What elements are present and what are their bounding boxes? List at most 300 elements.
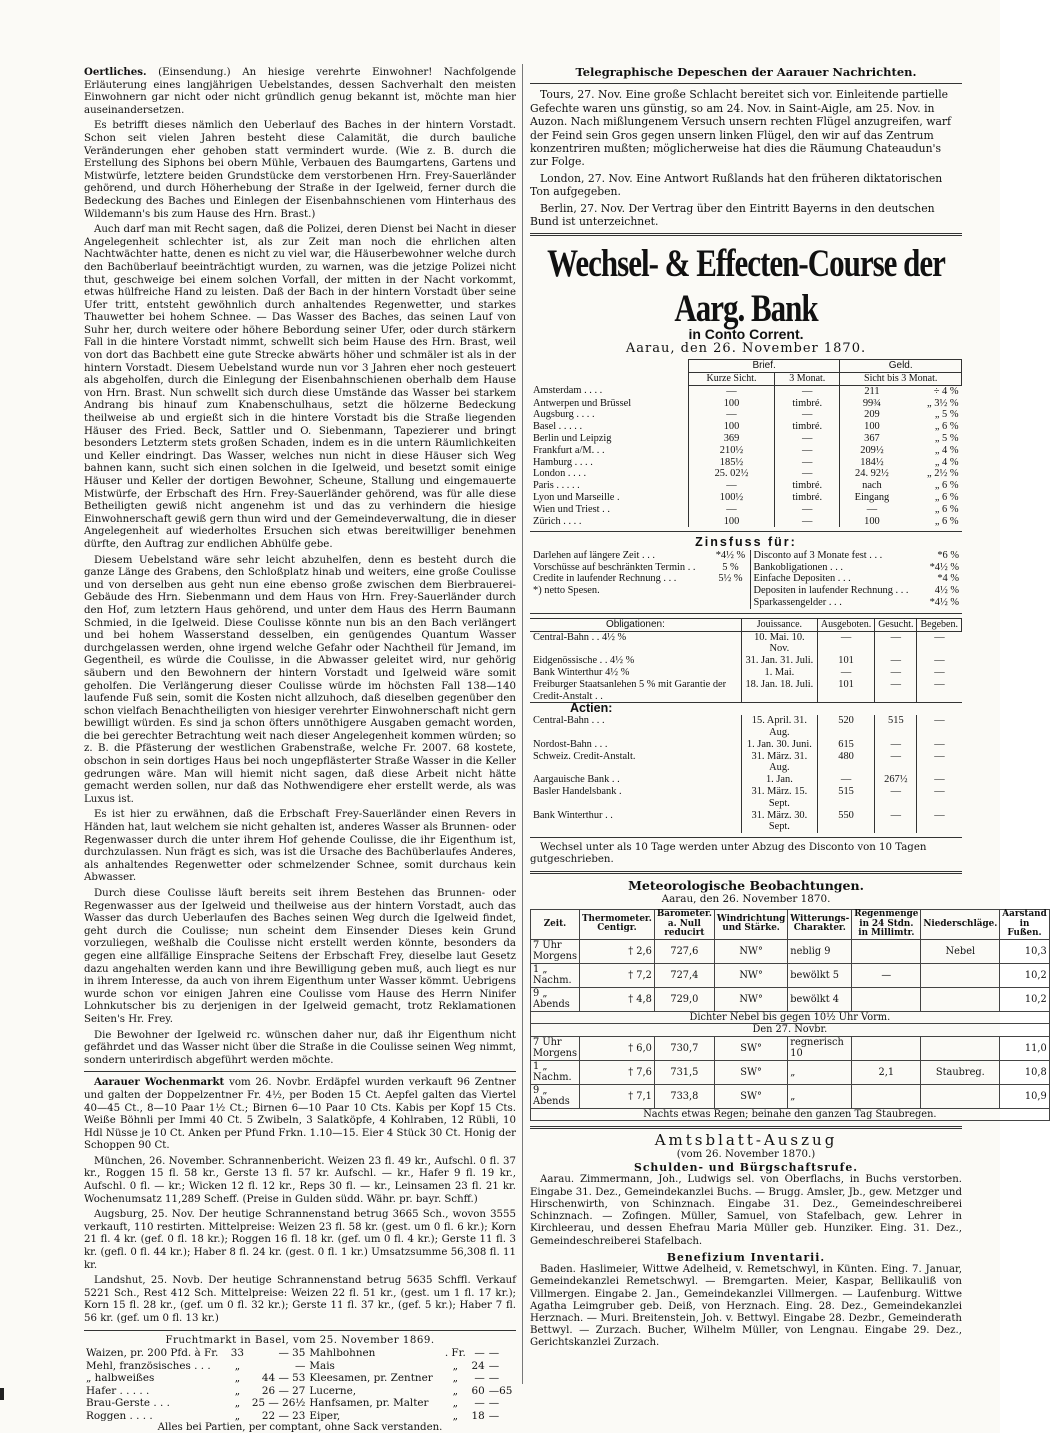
obligation-row-cell: — [917,667,962,679]
fx-row-cell: „ 4 % [934,456,959,468]
aktie-row [530,810,962,834]
aktie-row-cell: 1. Jan. 30. Juni. [741,739,817,751]
zins-row-cell: 4½ % [934,585,959,597]
fx-row-cell: Basel . . . . . [533,421,583,433]
fruchtmarkt-row-cell: Roggen . . . . [86,1409,153,1422]
fx-row [530,433,962,445]
aktie-row-cell: Central-Bahn . . . [533,715,605,727]
section-rule [530,1126,962,1129]
oertliches-para-4: Es ist hier zu erwähnen, daß die Erbschaft Frey-Sauerländer einen Revers in Händen hat, laut welchem sie nicht gehalten ist, anderes Wasser als Brunnen- oder Regenwasser durch die unter ihrem Hof gehende Coulisse, die ihr Eigenthum ist, durchzulassen. Nun frägt es sich, was ist die Ursache des Bachüberlaufes Anderes, als anhaltendes Regenwetter oder schmelzender Schnee, somit durchaus kein Abwasser. [84,809,516,884]
aktie-row-cell: — [917,774,962,786]
fx-row-cell: 184½ [840,457,904,469]
met-col-header: Niederschläge. [921,909,1000,939]
aktie-row-cell: — [875,751,917,775]
fruchtmarkt-row-cell: 26 — 27 [261,1384,306,1397]
fruchtmarkt-row-cell: 44 — 53 [261,1372,306,1385]
met-row-cell [921,1036,1000,1060]
aktie-row [530,774,962,786]
fx-row [530,398,962,410]
met-row-cell: 727,4 [654,963,714,987]
fruchtmarkt-row-cell: „ [234,1409,241,1422]
section-rule [530,613,962,614]
met-row-cell: 10,8 [1000,1060,1049,1084]
fx-row-cell: nach [840,480,904,492]
fx-row [530,480,962,492]
obligation-row-cell: — [875,631,917,655]
fruchtmarkt-row-cell: — [474,1397,485,1410]
aktie-row-cell: 15. April. 31. Aug. [741,715,817,739]
met-note-b: Nachts etwas Regen; beinahe den ganzen Tag Staubregen. [531,1108,1050,1121]
met-row-cell: Nebel [921,939,1000,963]
obligation-row-cell: Freiburger Staatsanlehen 5 % mit Garantie der Credit-Anstalt . . [533,678,727,702]
met-row-cell [852,1084,921,1108]
met-col-header: Regenmenge in 24 Stdn. in Millimtr. [852,909,921,939]
fx-row [530,445,962,457]
page-edge-mark [0,1388,4,1400]
met-row-cell [921,1084,1000,1108]
obligation-row [530,667,962,679]
zins-row-cell: Sparkassengelder . . . [750,597,924,609]
met-row-cell: † 7,2 [580,963,655,987]
met-row-cell: bewölkt 4 [788,987,852,1011]
fruchtmarkt-row-cell: — [488,1372,500,1385]
fx-row-cell: timbré. [775,421,840,433]
zins-row-cell: Depositen in laufender Rechnung . . . [750,585,924,597]
met-row-cell: 1 „ Nachm. [531,1060,580,1084]
fx-row [530,409,962,421]
zins-row [530,585,962,597]
telegraph-item: Berlin, 27. Nov. Der Vertrag über den Eintritt Bayerns in den deutschen Bund ist unterzeichnet. [530,201,935,229]
met-date: Aarau, den 26. November 1870. [661,892,831,905]
met-col-header: Thermometer. Centigr. [580,909,655,939]
zins-row-cell: *4 % [937,573,959,585]
met-row-cell: 2,1 [852,1060,921,1084]
met-col-header: Zeit. [531,909,580,939]
zins-row-cell: *4½ % [715,549,746,561]
market-report: Augsburg, 25. Nov. Der heutige Schrannenstand betrug 3665 Sch., wovon 3555 verkauft, 110 restirten. Mittelpreise: Weizen 23 fl. 58 kr. (gest. um 0 fl. 6 kr.); Korn 21 fl. 4 kr. (gef. 0 fl. 18 kr.); Roggen 16 fl. 18 kr. (gef. um 0 fl. 4 kr.); Gerste 11 fl. 3 kr. (gefl. 0 fl. 44 kr.); Haber 8 fl. 24 kr. (gest. 0 fl. 1 kr.) Umsatzsumme 56,308 fl. 11 kr. [84,1209,516,1271]
oertliches-para-6: Die Bewohner der Igelweid rc. wünschen daher nur, daß ihr Eigenthum nicht gefährdet und das Wasser nicht über die Straße in die Coulisse seinen Weg nimmt, sondern unterirdisch abgeführt werden möchte. [84,1029,516,1066]
fx-row-cell: London . . . . [533,468,587,480]
met-row [531,1036,1050,1060]
fx-row [530,492,962,504]
met-row-cell: 731,5 [654,1060,714,1084]
aktie-row-cell: 520 [817,715,874,739]
fruchtmarkt-row-cell: „ [452,1359,458,1372]
obligation-row [530,679,962,703]
fruchtmarkt-row-cell: Mais [309,1359,335,1372]
bank-footer: Wechsel unter als 10 Tage werden unter Abzug des Disconto von 10 Tagen gutgeschrieben. [530,842,927,866]
fx-row-cell: „ 2½ % [927,468,959,480]
aktie-row-cell: 267½ [875,774,917,786]
fx-row-cell: — [775,409,840,421]
fruchtmarkt-row-cell: „ [452,1409,458,1422]
obligation-row-cell: — [817,631,874,655]
zins-row [530,562,962,574]
met-row-cell: SW° [714,1036,787,1060]
fx-row-cell: „ 3½ % [927,397,959,409]
section-rule [530,233,962,236]
zins-row [530,550,962,562]
fx-head-3monat: 3 Monat. [775,373,840,386]
zins-row-cell [530,597,711,609]
aktie-row [530,786,962,810]
zins-row-cell: Darlehen auf längere Zeit . . . [533,549,656,561]
obl-head-title: Obligationen: [530,618,741,631]
fruchtmarkt-row-cell: „ [234,1384,241,1397]
section-rule [84,1330,516,1331]
fx-row-cell: — [688,385,774,397]
fruchtmarkt-row [84,1360,516,1373]
fx-row-cell: — [775,433,840,445]
fx-row-cell: — [688,480,774,492]
fx-head-brief: Brief. [688,360,840,373]
met-row-cell [921,963,1000,987]
fruchtmarkt-row-cell: Eiper, [309,1409,341,1422]
fx-row-cell: „ 6 % [934,480,959,492]
fx-row-cell: 100 [840,421,904,433]
zins-row-cell: Disconto auf 3 Monate fest . . . [750,550,924,562]
fruchtmarkt-row-cell: „ [234,1372,241,1385]
obligation-row-cell: 101 [817,679,874,703]
met-row-cell: regnerisch 10 [788,1036,852,1060]
fx-row-cell: 100 [840,516,904,528]
market-report: München, 26. November. Schrannenbericht. Weizen 23 fl. 49 kr., Aufschl. 0 fl. 37 kr., Roggen 15 fl. 58 kr., Gerste 13 fl. 57 kr. Aufschl. — kr., Hafer 9 fl. 19 kr., Aufschl. 0 fl. — kr.; Wicken 12 fl. 12 kr., Reps 30 fl. — kr., Leinsamen 23 fl. 21 kr. Wochenumsatz 11,289 Scheff. (Preise in Gulden südd. Währ. pr. bayr. Schff.) [84,1155,516,1205]
fruchtmarkt-row-cell: — [474,1347,485,1360]
obligation-row-cell: — [875,679,917,703]
fruchtmarkt-row-cell: Hanfsamen, pr. Malter [309,1397,429,1410]
fx-row-cell: Wien und Triest . . [533,503,610,515]
oertliches-para-0: (Einsendung.) An hiesige verehrte Einwohner! Nachfolgende Erläuterung eines langjährigen Uebelstandes, dessen Sachverhalt den meisten Einwohnern gar nicht oder nicht gründlich genug bekannt ist, möchte man hier auseinandersetzen. [84,67,516,116]
met-col-header: Aarstand in Fußen. [1000,909,1049,939]
column-divider [522,64,523,1384]
met-row [531,1060,1050,1084]
fx-row-cell: timbré. [775,492,840,504]
obligation-row-cell: 101 [817,655,874,667]
fx-row-cell: „ 5 % [934,409,959,421]
bank-date: Aarau, den 26. November 1870. [625,340,867,356]
fx-row-cell: 25. 02½ [688,468,774,480]
aktie-row-cell: 31. März. 30. Sept. [741,810,817,834]
fx-row-cell: — [775,445,840,457]
zins-row-cell: Einfache Depositen . . . [750,573,924,585]
met-row-cell: bewölkt 5 [788,963,852,987]
zins-heading: Zinsfuss für: [695,535,797,550]
fruchtmarkt-row-cell: Hafer . . . . . [86,1384,150,1397]
fx-row-cell: — [775,516,840,528]
met-row [531,987,1050,1011]
fruchtmarkt-row-cell: Waizen, pr. 200 Pfd. à Fr. [86,1347,219,1360]
zins-row-cell: *4½ % [929,561,959,573]
fruchtmarkt-row-cell: „ [452,1397,458,1410]
met-row-cell: NW° [714,939,787,963]
zins-row-cell: *) netto Spesen. [533,585,600,597]
fx-row-cell: — [775,468,840,480]
wochenmarkt-text: vom 26. Novbr. Erdäpfel wurden verkauft 96 Zentner und galten der Doppelzentner Fr. 4½, per Boden 15 Ct. Aepfel galten das Viertel 40—45 Ct., 8—10 Paar 1½ Ct.; Birnen 6—10 Paar 10 Cts. Kabis per Kopf 15 Cts. Weiße Böhnli per Immi 40 Ct. 5 Zwibeln, 3 Salatköpfe, 4 Kohlraben, 12 Rübli, 10 Hdl Nüsse je 10 Ct. Anken per Pfund Frkn. 1.10—15. Eier 4 Stück 30 Ct. Honig der Schoppen 90 Ct. [84,1077,516,1152]
section-rule [530,871,962,874]
fx-row-cell: Antwerpen und Brüssel [533,397,632,409]
telegraph-item: London, 27. Nov. Eine Antwort Rußlands hat den früheren diktatorischen Ton aufgegeben. [530,171,943,199]
fx-row-cell: 367 [840,433,904,445]
aktie-row-cell: Basler Handelsbank . [533,785,622,797]
fx-row-cell: Zürich . . . . [533,515,582,527]
zins-row-cell: Credite in laufender Rechnung . . . [533,573,677,585]
met-row-cell: 9 „ Abends [531,987,580,1011]
fruchtmarkt-row-cell: — [474,1372,485,1385]
aktie-row-cell: 550 [817,810,874,834]
fx-row-cell: 210½ [688,445,774,457]
aktie-row-cell: 515 [875,715,917,739]
fruchtmarkt-row-cell: Brau-Gerste . . . [86,1397,170,1410]
fx-row-cell: 369 [688,433,774,445]
fx-head-sicht: Sicht bis 3 Monat. [840,373,962,386]
obligation-row-cell: — [917,631,962,655]
market-report: Landshut, 25. Novb. Der heutige Schrannenstand betrug 5635 Schffl. Verkauf 5221 Sch., Rest 412 Sch. Mittelpreise: Weizen 22 fl. 51 kr., (gest. um 1 fl. 17 kr.); Korn 15 fl. 28 kr., (gef. um 0 fl. 32 kr.); Gerste 11 fl. 37 kr., (gef. 5 kr.); Haber 7 fl. 56 kr. (gef. um 0 fl. 13 kr.) [84,1275,516,1324]
fx-row-cell: 211 [840,385,904,397]
aktie-row-cell: 515 [817,786,874,810]
fruchtmarkt-row-cell: 33 [230,1347,245,1360]
fx-row [530,504,962,516]
fruchtmarkt-row-cell: „ [234,1397,241,1410]
obligation-row-cell: Eidgenössische . . 4½ % [533,655,635,667]
fx-row-cell: — [775,457,840,469]
fx-row-cell: — [775,385,840,397]
met-row-cell: † 6,0 [580,1036,655,1060]
met-row-cell: † 4,8 [580,987,655,1011]
zins-table [530,550,962,609]
wochenmarkt [84,1076,516,1153]
met-row-cell: 10,3 [1000,939,1049,963]
fx-row-cell: Berlin und Leipzig [533,433,612,445]
fruchtmarkt-row [84,1397,516,1410]
bank-title: Wechsel- & Effecten-Course der Aarg. Bank [547,241,945,331]
zins-row-cell: Bankobligationen . . . [750,562,924,574]
fx-row-cell: Hamburg . . . . [533,456,593,468]
right-column [530,65,1047,1353]
fx-row [530,457,962,469]
obligation-row-cell: 31. Jan. 31. Juli. [741,655,817,667]
fx-row-cell: — [688,504,774,516]
aktie-row-cell: — [875,739,917,751]
obligation-row-cell: 1. Mai. [741,667,817,679]
section-rule [530,531,962,532]
fx-head-kurze: Kurze Sicht. [688,373,774,386]
obl-head-ausgeboten: Ausgeboten. [817,618,874,631]
aktie-row-cell: — [917,786,962,810]
fx-row-cell: 24. 92½ [840,468,904,480]
met-row-cell: 733,8 [654,1084,714,1108]
obligation-row-cell: — [875,667,917,679]
fx-row-cell: 100 [688,398,774,410]
met-table [530,909,1050,1121]
aktien-heading: Actien: [530,703,962,715]
oertliches-para-3: Diesem Uebelstand wäre sehr leicht abzuhelfen, denn es besteht durch die ganze Länge des Grabens, den Schloßplatz hinab und weiters, eine große Coulisse und von derselben aus geht nun eine ebenso große zwischen dem Bierbrauerei-Gebäude des Hrn. Siebenmann und dem Haus von Hrn. Frey-Sauerländer durch den Hof, zum letztern Haus gehörend, und unter dem Haus des Herrn Baumann Schmied, in die Igelweid. Diese Coulisse könnte nun bis an den Bach verlängert und bei hohem Wasserstand desselben, ein genügendes Quantum Wasser durchgelassen werden, ohne irgend welche Gefahr oder Nachtheil für Jemand, im Gegentheil, es würde die Coulisse, in die Abwasser geleitet wird, nur gehörig säubern und den Bewohnern der hintern Vorstadt und Igelweid wäre somit geholfen. Die Verlängerung dieser Coulisse würde im höchsten Fall 138—140 laufende Fuß sein, somit die Kosten nicht allzuhoch, daß dieselben gegenüber den schon vielfach Benachtheiligten von hiesiger verehrter Einwohnerschaft nicht gern bewilligt würden. Es sind ja schon öfters unnöthigere Ausgaben gemacht worden, die bei gerechter Betrachtung weit nach dieser Angelegenheit kommen würden; so z. B. die Pfästerung der westlichen Grabenstraße, welche Fr. 2007. 68 kostete, obschon in sein dortiges Haus bei noch ungepflästerter Straße Wasser in die Keller gedrungen wäre. Man will hiemit nicht sagen, daß diese Arbeit nicht hätte gemacht werden sollen, nur daß das Nothwendigere eher erstellt werde, als was Luxus ist. [84,554,516,805]
fruchtmarkt-row [84,1372,516,1385]
obl-head-begeben: Begeben. [917,618,962,631]
obl-head-gesucht: Gesucht. [875,618,917,631]
fx-row-cell: Augsburg . . . . [533,409,595,421]
oertliches-para-5: Durch diese Coulisse läuft bereits seit ihrem Bestehen das Brunnen- oder Regenwasser aus der Igelweid und theilweise aus der hintern Vorstadt, auch das Wasser das durch Ueberlaufen des Baches seinen Weg durch die Igelweid findet, geht durch die Coulisse; nun scheint dem Einsender Dieses kein Grund vorzuliegen, weßhalb die Coulisse nicht erstellt werden könnte, besonders da gegen eine allfällige Einsprache Seitens der Erbschaft Frey, dieselbe laut Gesetz dazu angehalten werden kann und ihre Bewilligung geben muß, auch liegt es nur in ihrem Interesse, da auch von ihrem Eigenthum unter Wasser kömmt. Uebrigens wurde schon vor einigen Jahren eine Coulisse vom Hause des Herrn Ninifer Lohnkutscher bis zu derjenigen in der Igelweid gemacht, trotz Reklamationen Seiten's Hr. Frey. [84,888,516,1025]
aktie-row-cell: — [917,715,962,739]
fx-row [530,385,962,397]
section-rule [84,1071,516,1072]
zins-row [530,573,962,585]
fruchtmarkt-row [84,1410,516,1423]
benefizium-heading: Benefizium Inventarii. [666,1250,826,1264]
met-col-header: Witterungs-Charakter. [788,909,852,939]
obl-head-jouissance: Jouissance. [741,618,817,631]
schulden-heading: Schulden- und Bürgschaftsrufe. [634,1161,858,1175]
fruchtmarkt-row-cell: „ [452,1372,458,1385]
met-row-cell: „ [788,1060,852,1084]
telegraph-item: Tours, 27. Nov. Eine große Schlacht bereitet sich vor. Einleitende partielle Gefechte waren uns günstig, so am 24. Nov. in Saint-Aigle, am 25. Nov. in Auzon. Nach mißlungenem Versuch unsern rechten Flügel anzugreifen, warf der Feind sein Gros gegen unsern linken Flügel, den wir auf das Zentrum konzentriren mußten; möglicherweise hat dies die Räumung Chateaudun's zur Folge. [530,88,952,169]
obligation-row-cell: — [917,655,962,667]
obligation-row-cell: Central-Bahn . . 4½ % [533,631,627,643]
fruchtmarkt-row-cell: — [294,1359,306,1372]
aktie-row-cell: — [917,751,962,775]
fruchtmarkt-row-cell: Lucerne, [309,1384,357,1397]
fx-row-cell: 185½ [688,457,774,469]
met-heading: Meteorologische Beobachtungen. [628,878,864,894]
fx-row-cell: 100 [688,516,774,528]
met-row-cell: † 2,6 [580,939,655,963]
fruchtmarkt-table [84,1347,516,1422]
aktie-row-cell: 1. Jan. [741,774,817,786]
fruchtmarkt-row-cell: 24 [471,1359,485,1372]
met-row [531,963,1050,987]
fx-head-geld: Geld. [840,360,962,373]
met-col-header: Windrichtung und Stärke. [714,909,787,939]
fx-row-cell: „ 6 % [934,503,959,515]
fx-head-blank [530,373,688,386]
fruchtmarkt-row-cell: „ [452,1384,458,1397]
met-row [531,1084,1050,1108]
met-row-cell: 729,0 [654,987,714,1011]
fx-row-cell: 100½ [688,492,774,504]
fx-row-cell: — [688,409,774,421]
fruchtmarkt-row-cell: — [488,1397,500,1410]
fx-row-cell: 100 [688,421,774,433]
fruchtmarkt-footer: Alles bei Partien, per comptant, ohne Sack verstanden. [157,1422,443,1434]
telegraph-heading: Telegraphische Depeschen der Aarauer Nachrichten. [575,65,917,79]
met-col-header: Barometer. a. Null reducirt [654,909,714,939]
fx-row-cell: Lyon und Marseille . [533,492,620,504]
fx-row-cell: „ 6 % [934,515,959,527]
met-row-cell: † 7,1 [580,1084,655,1108]
fruchtmarkt-row-cell: — [488,1347,500,1360]
met-row-cell: 11,0 [1000,1036,1049,1060]
met-row-cell [852,1036,921,1060]
fx-row-cell: „ 4 % [934,444,959,456]
fx-row-cell: Paris . . . . . [533,480,580,492]
met-row-cell: 10,9 [1000,1084,1049,1108]
fruchtmarkt-row-cell: „ halbweißes [86,1372,155,1385]
met-row-cell: 9 „ Abends [531,1084,580,1108]
oertliches-heading: Oertliches. [84,66,147,78]
fx-row-cell: „ 6 % [934,421,959,433]
aktie-row-cell: 31. März. 15. Sept. [741,786,817,810]
fx-row [530,421,962,433]
zins-row-cell [711,585,750,597]
met-row-cell: 727,6 [654,939,714,963]
zins-row-cell: 5½ % [718,573,743,585]
met-row-cell: SW° [714,1060,787,1084]
met-row-cell: 7 Uhr Morgens [531,1036,580,1060]
obligation-row-cell: 10. Mai. 10. Nov. [741,631,817,655]
obligation-row-cell: — [917,679,962,703]
aktie-row-cell: — [875,810,917,834]
fruchtmarkt-heading: Fruchtmarkt in Basel, vom 25. November 1869. [165,1334,435,1346]
fruchtmarkt-row [84,1385,516,1398]
zins-row-cell [711,597,750,609]
bank-subtitle: in Conto Corrent. [688,326,804,343]
fx-table [530,359,962,527]
obligation-row-cell: Bank Winterthur 4½ % [533,667,630,679]
zins-row-cell: *6 % [937,549,959,561]
amt-date: (vom 26. November 1870.) [676,1148,816,1160]
section-rule [530,83,962,84]
fruchtmarkt-row [84,1347,516,1360]
fx-row-cell: Amsterdam . . . . [533,385,603,397]
zins-row-cell: Vorschüsse auf beschränkten Termin . . [533,561,696,573]
met-row-cell: — [852,963,921,987]
fx-row-cell: timbré. [775,480,840,492]
section-rule [530,837,962,838]
aktie-row-cell: Nordost-Bahn . . . [533,738,608,750]
fx-row-cell: timbré. [775,398,840,410]
fruchtmarkt-row-cell: — [488,1359,500,1372]
fx-row-cell: 209½ [840,445,904,457]
met-row-cell [852,987,921,1011]
met-row-cell: „ [788,1084,852,1108]
fx-row [530,468,962,480]
fx-row-cell: 209 [840,409,904,421]
aktie-row-cell: — [917,739,962,751]
fx-row [530,516,962,528]
met-note-a: Dichter Nebel bis gegen 10½ Uhr Vorm. [531,1011,1050,1024]
met-row-cell [852,939,921,963]
zins-row [530,597,962,609]
met-row-cell: † 7,6 [580,1060,655,1084]
obligationen-table [530,618,962,833]
obligation-row-cell: — [875,655,917,667]
met-row-cell: 7 Uhr Morgens [531,939,580,963]
met-row [531,939,1050,963]
schulden-text: Aarau. Zimmermann, Joh., Ludwigs sel. von Oberflachs, in Buchs verstorben. Eingabe 31. Dez., Gemeindekanzlei Buchs. — Brugg. Amsler, Jb., gew. Metzger und Hirschenwirth, von Schinznach. Eingabe 31. Dez., Gemeindeschreiberei Schinznach. — Zofingen. Müller, Samuel, von Stafelbach, gew. Lehrer in Kirchleerau, und dessen Ehefrau Maria Müller geb. Hunziker. Eing. 31. Dez., Gemeindeschreiberei Stafelbach. [530,1174,962,1247]
fruchtmarkt-row-cell: — 35 [278,1347,306,1360]
oertliches-intro [84,66,516,117]
fruchtmarkt-row-cell: 18 [471,1409,485,1422]
fx-row-cell: 99¾ [840,398,904,410]
aktie-row-cell: — [875,786,917,810]
fruchtmarkt-row-cell: Kleesamen, pr. Zentner [309,1372,433,1385]
fx-row-cell: „ 5 % [934,433,959,445]
fx-row-cell: „ 6 % [934,492,959,504]
met-row-cell: SW° [714,1084,787,1108]
met-row-cell: Staubreg. [921,1060,1000,1084]
fruchtmarkt-row-cell: — [488,1409,500,1422]
fruchtmarkt-row-cell: 60 [471,1384,485,1397]
obligation-row [530,631,962,655]
oertliches-para-1: Es betrifft dieses nämlich den Ueberlauf des Baches in der hintern Vorstadt. Schon seit vielen Jahren besteht diese Calamität, die durch bauliche Veränderungen eher gehoben statt vermindert wurde. (Wie z. B. durch die Erstellung des Siphons bei obern Mühle, Verbauen des Baumgartens, Gartens und Mistwürfe, letztere beiden Grundstücke dem verstorbenen Hrn. Frey-Sauerländer gehörend, und durch Höherhebung der Straße in der Igelweid, ferner durch die Bedeckung des Baches und Einlegen der Eisenbahnschienen vom Hinterhaus des Wildemann's bis zum Hause des Hrn. Brast.) [84,120,516,220]
met-row-cell: 730,7 [654,1036,714,1060]
obligation-row-cell: — [817,667,874,679]
met-row-cell [921,987,1000,1011]
wochenmarkt-heading: Aarauer Wochenmarkt [94,1076,225,1089]
zins-row-cell: *4½ % [929,597,959,609]
aktie-row-cell: 31. März. 31. Aug. [741,751,817,775]
fx-row-cell: Frankfurt a/M. . . [533,444,605,456]
fruchtmarkt-row-cell: Mehl, französisches . . . [86,1359,211,1372]
